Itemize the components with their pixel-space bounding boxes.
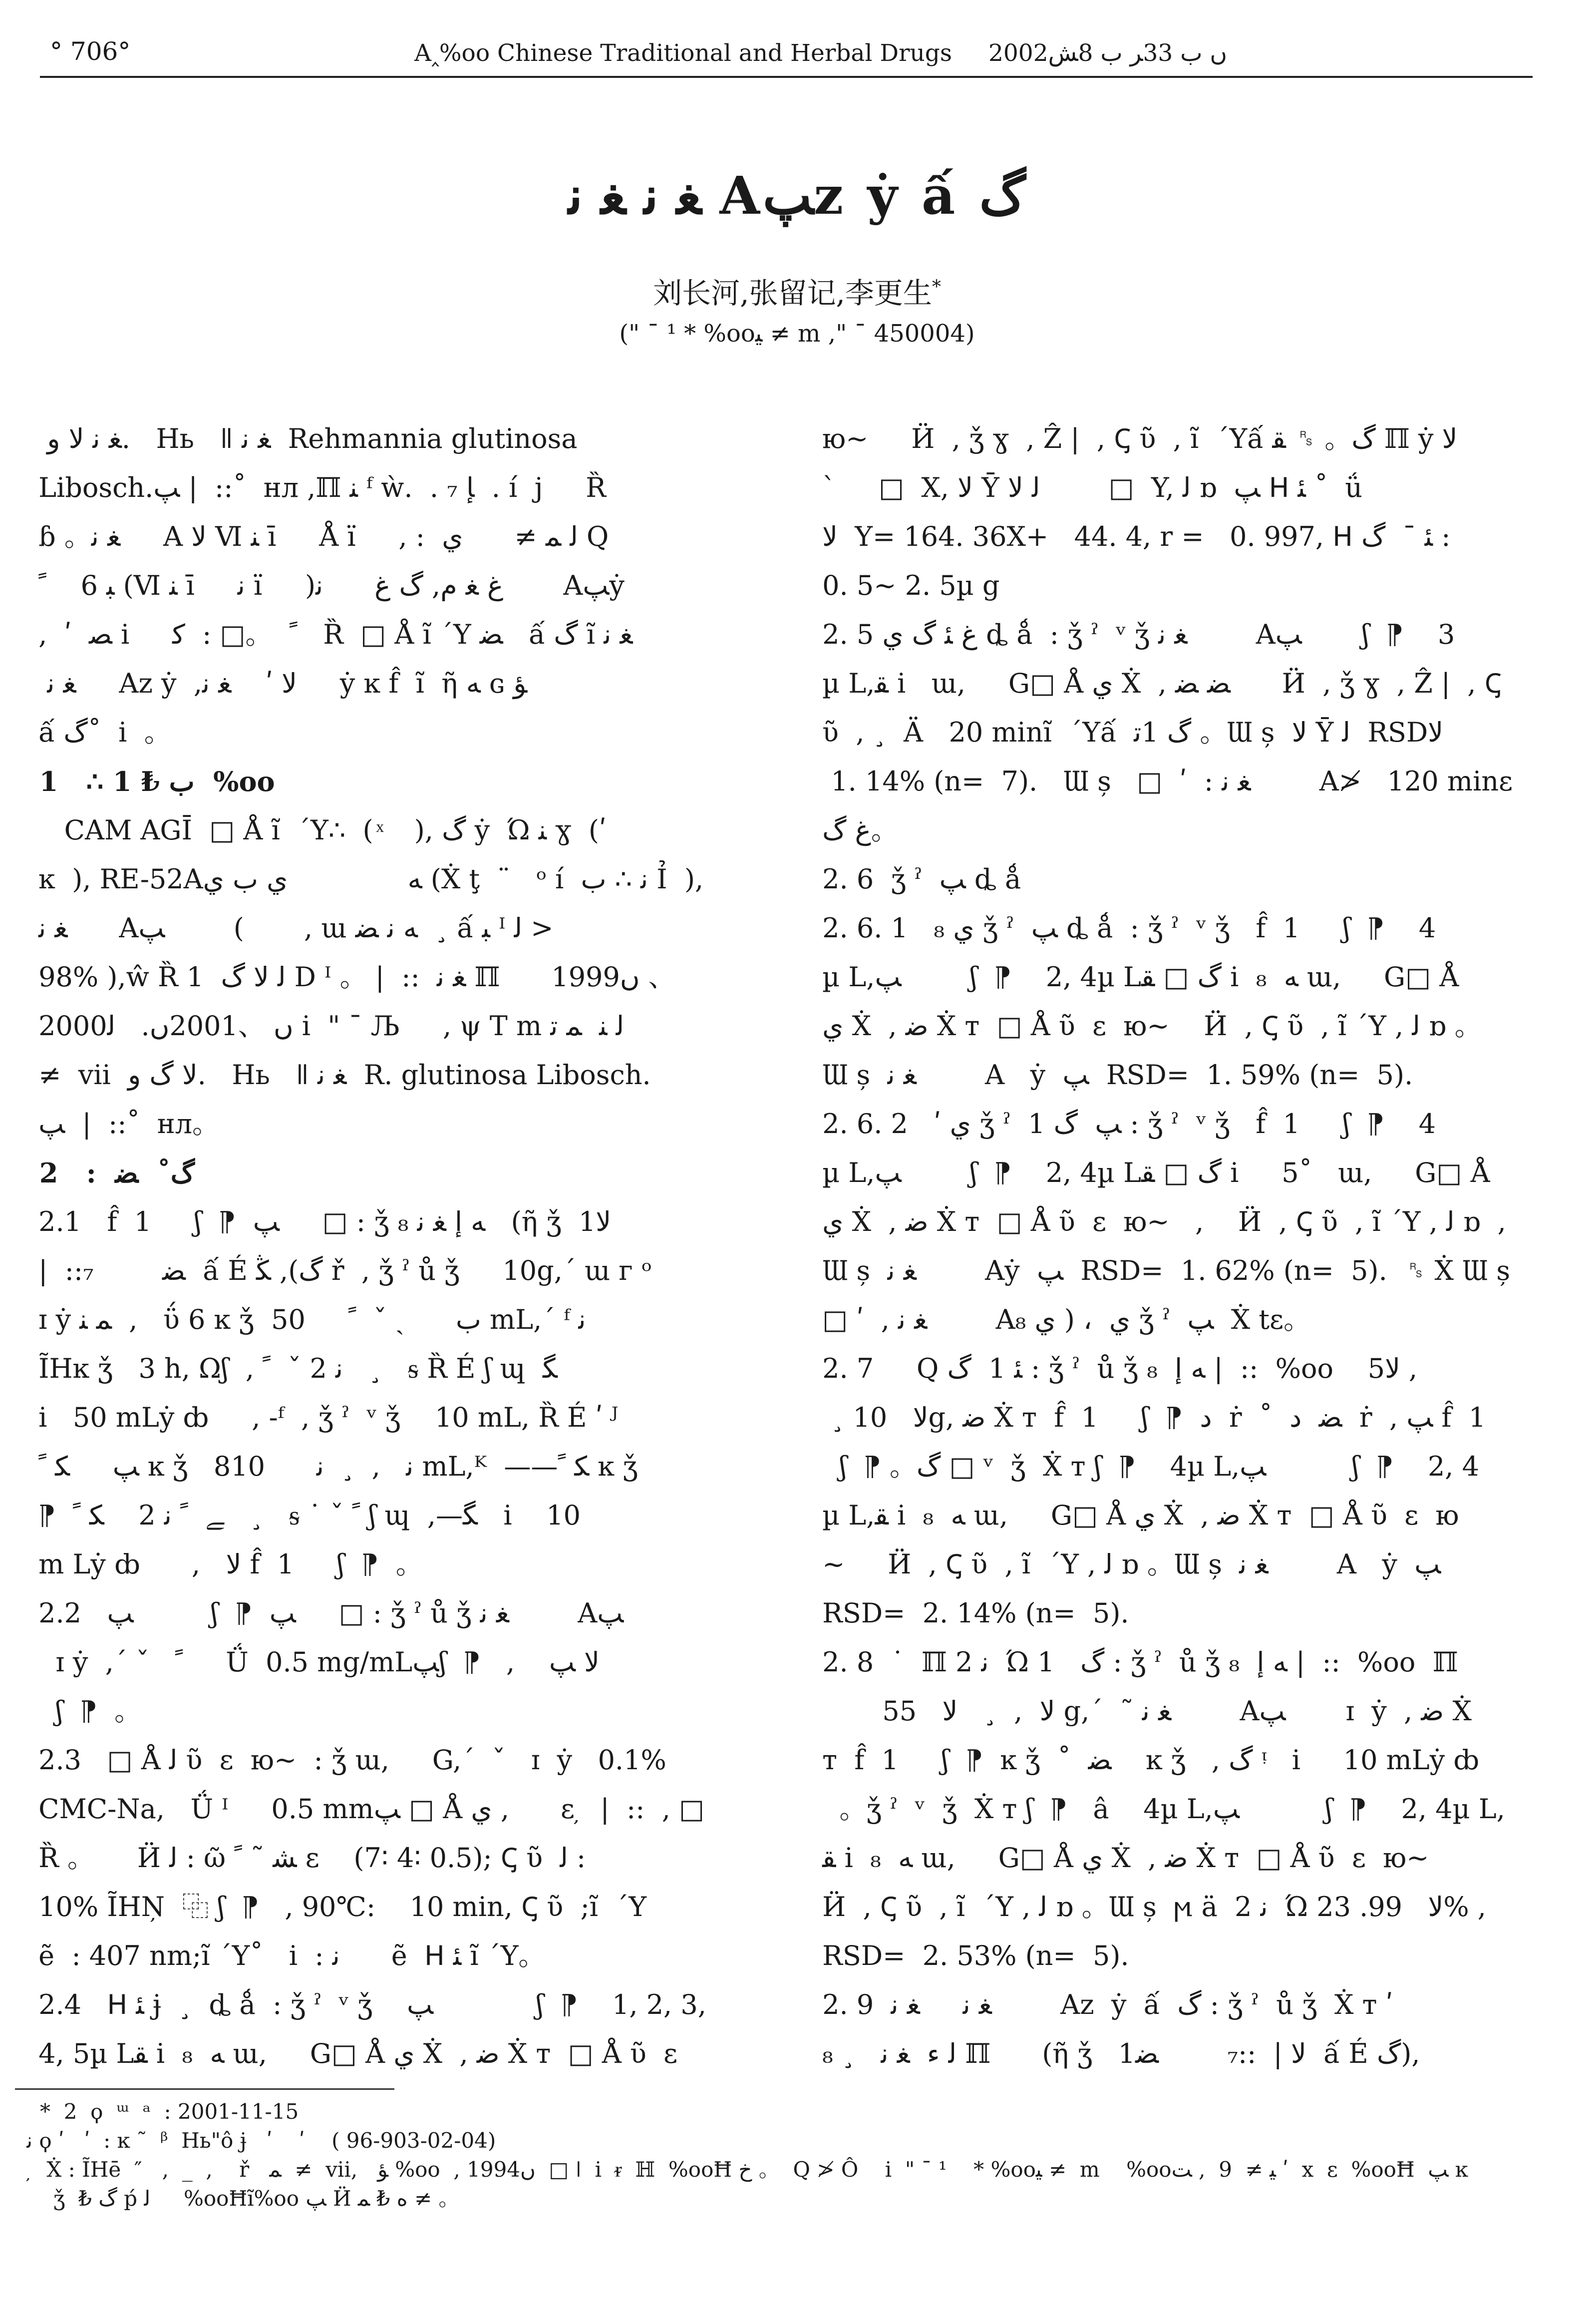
text-line: m Lẏ ȸ , ﻻ f̂ 1 ʃ ⁋ 。 bbox=[30, 1549, 423, 1580]
text-line: 2.4 ᕼ ﺌ ɉ ¸ ȡ ǻ : ǯ ˀ ᵛ ǯ ﭗ ʃ ⁋ 1, 2, 3, bbox=[30, 1989, 706, 2020]
text-line: ﭗ | ::˚ нл。 bbox=[30, 1108, 220, 1140]
text-line: 2. 6. 1 ₈ ﻱ ǯ ˀ ﭗ ȡ ǻ : ǯ ˀ ᵛ ǯ f̂ 1 ʃ ⁋ 4 bbox=[814, 912, 1436, 944]
text-line: RSD= 2. 53% (n= 5). bbox=[814, 1940, 1129, 1971]
text-line: ʃ ⁋ 。 bbox=[30, 1695, 142, 1727]
text-line: 。ǯ ˀ ᵛ ǯ Ẋ т ʃ ⁋ â 4µ L,ﭗ ʃ ⁋ 2, 4µ L, bbox=[814, 1793, 1505, 1825]
text-line: ʃ ⁋ 。ﮒ □ ᵛ ǯ Ẋ т ʃ ⁋ 4µ L,ﭗ ʃ ⁋ 2, 4 bbox=[814, 1451, 1479, 1482]
text-line: 2.3 □ Å ﻟ ῦ ɛ ю~ : ǯ ɯ, G,ˊ ˇ ɪ ẏ 0.1% bbox=[30, 1744, 666, 1776]
text-line: ¸ ﻻ 10g, ﺿ Ẋ т f̂ 1 ʃ ⁋ ﺩ ṙ ˚ ﻀ ﺩ ṙ , ﭗ f̂ 1 bbox=[814, 1402, 1486, 1433]
text-line: Ӥ , Ꞔ ῦ , ĩ ˊY , ﻟ ɒ 。Ɯ ș ϻ ä ﻧ 2 Ώ ﻻ 99. 23% , bbox=[814, 1891, 1486, 1923]
author-mark: * bbox=[932, 277, 941, 298]
text-line: 4, 5µ Lﻘ i ₈ ﻪ ɯ, G□ Å ﻱ Ẋ , ﺿ Ẋ т □ Å ῦ ɛ bbox=[30, 2038, 678, 2069]
text-line: | ::₇ ﻀ ấ É ﮒ), ﯖ ř , ǯ ˀ ů ǯ 10g,ˊ ɯ ᴦ ᵒ bbox=[30, 1255, 652, 1286]
text-line: ˋ □ X, ﻻ Ῡ ﻟ ﻻ □ Y, ﻟ ɒ ﭗ ᕼ ﺌ ˚ ǘ bbox=[814, 472, 1363, 503]
header-rule bbox=[40, 76, 1533, 78]
text-line: ﻐ ﻧ ﻻ ﻭ. Hь ǁ ﻐ ﻧ Rehmannia glutinosa bbox=[30, 423, 578, 454]
text-line: 10% ĨHŅ ⿻ ʃ ⁋ , 90℃: 10 min, Ꞔ ῦ ;ĩ ˊY bbox=[30, 1891, 647, 1923]
text-line: ﻻ Y= 164. 36X+ 44. 4, r = 0. 997, ᕼ ﺌ ˉ ﮒ : bbox=[814, 521, 1451, 552]
text-line: i 50 mLẏ ȸ , -ᶠ , ǯ ˀ ᵛ ǯ 10 mL, Ȑ É ʹ ᴶ bbox=[30, 1402, 619, 1433]
text-line: 2.2 ﭗ ʃ ⁋ ﭗ □ : ǯ ˀ ů ǯ ﻐ ﻧ Aﭗ bbox=[30, 1597, 624, 1629]
text-line: ɪ ẏ ,ˊ ˇ ﹰ Ǘ 0.5 mg/mLﭗʃ ⁋ , ﻻ ﭗ bbox=[30, 1646, 600, 1678]
text-line: 2. 6 ǯ ˀ ﭗ ȡ ǻ bbox=[814, 863, 1021, 895]
text-line: Ɯ ș ﻐ ﻧ A ẏ ﭗ RSD= 1. 59% (n= 5). bbox=[814, 1059, 1413, 1091]
text-line: ~ Ӥ , Ꞔ ῦ , ĩ ˊY , ﻟ ɒ 。Ɯ ș ﻐ ﻧ A ẏ ﭗ bbox=[814, 1549, 1441, 1580]
text-line: ﺒ 6 ﹰ (Ⅵ ﻨ ī ﻧ ï )ﻍ ﻐ ﻡ, ﮒ ﻍ ﻧ Aﭗẏ bbox=[30, 570, 625, 601]
text-line: ⁋ ﮯ ﹰ ﻧ 2 ﮑ ﹰ ¸ ᵴ ˙ ˇ ﹰ ʃ ɰ ,—ﮕ i 10 bbox=[30, 1500, 581, 1531]
page-number: ° 706° bbox=[50, 37, 131, 66]
text-line: ɪ ẏ ﻤ ﻨ , ΰ 6 ĸ ǯ ب ˏ ˇ ﹰ 50 mL,ˊ ᶠ ﻧ bbox=[30, 1304, 586, 1335]
text-line: 2. 8 ˙ ℿ ﻧ 2 Ώ 1 ﮒ : ǯ ˀ ů ǯ ₈ ﻪ ﺇ | :: %oo ℿ bbox=[814, 1646, 1458, 1678]
text-line: 5ﻻ , ¸ ﻻ 5 g,ˊ ˜ ﻐ ﻧ Aﭗ ɪ ẏ , ﺿ Ẋ bbox=[814, 1695, 1472, 1727]
text-line: ẽ : 407 nm;ĩ ˊY˚ i : ﻧ ẽ ᕼ ﺌ ĩ ˊY。 bbox=[30, 1940, 546, 1971]
text-line: ≠ vii ﻻ ﮒ ﻭ. Hь ǁ ﻐ ﻧ R. glutinosa Libosch. bbox=[30, 1059, 651, 1091]
running-header bbox=[40, 31, 1533, 73]
issue-date: 2002ں ب 33ﺮ ب 8ﺶ bbox=[988, 39, 1227, 67]
text-line: µ L,ﭗ ʃ ⁋ 2, 4µ Lﮒ □ ﻘ i ₈ ﻪ ɯ, G□ Å bbox=[814, 961, 1459, 993]
text-line: 0. 5~ 2. 5µ g bbox=[814, 570, 1000, 601]
affiliation: (" ¯ ¹ * %ooﻴ ≠ m ," ¯ 450004) bbox=[619, 320, 975, 348]
text-line: ю~ Ӥ , ǯ ɣ , Ẑ | , Ꞔ ῦ , ĩ ˊYấ ﮒ。 ␞ ﻘ ℿ ẏ ﻻ bbox=[814, 423, 1458, 454]
text-line: ₈ ¸ ﻟ ﺀ ﻐ ﻧ ℿ (ῆ ǯ 1ﻻ | ::₇ ﻀ ấ É ﮒ), bbox=[814, 2038, 1420, 2069]
text-line: Libosch.ﭗ | ::˚ нл ,ℿ ﻨ ᶠ ẁ. . ﺈ ₇ . í j Ȑ bbox=[30, 472, 606, 503]
text-line: , ʹ ﺼ i ﹰ 。□ : ﮐ Ȑ □ Å ĩ ˊY ﻀ ấ ﮒ ĩ ﻐ ﻧ bbox=[30, 619, 633, 650]
text-line: ﻐ ﻧ Aﭗ ( , ɯ ﻪ ﻧ ﻀ ¸ ấ ﺒ ᴵ ﻟ > bbox=[30, 912, 554, 944]
footnotes bbox=[20, 2097, 1518, 2213]
text-line: µ L,ﻘ i ɯ, G□ Å ﻱ Ẋ , ﻀ ﻀ Ӥ , ǯ ɣ , Ẑ | , Ꞔ bbox=[814, 668, 1502, 699]
text-line: 2. 7 Q ﺌ 1 ﮒ : ǯ ˀ ů ǯ ₈ ﻪ ﺇ | :: %oo 5ﻻ , bbox=[814, 1353, 1418, 1384]
text-line: µ L,ﭗ ʃ ⁋ 2, 4µ Lﮒ □ ﻘ i 5˚ ɯ, G□ Å bbox=[814, 1157, 1490, 1188]
text-line: 2.1 f̂ 1 ʃ ⁋ ﭗ □ : ǯ ₈ ﻪ ﺇ ﻐ ﻧ (ῆ ǯ 1ﻻ bbox=[30, 1206, 612, 1237]
text-line: ĸ ), RE-52Aﻪ ﻱ ب ﻱ (Ẋ ţ ¨ ᵒ í ﻧ ∴ ب Ỉ ), bbox=[30, 863, 704, 895]
text-line: 2000ں 、2001ں. ﻟ i " ¯ Љ , ψ T m ﻟ ﻨ ﻤ ﺗ bbox=[30, 1010, 625, 1042]
text-line: Ɯ ș ﻐ ﻧ Aẏ ﭗ RSD= 1. 62% (n= 5). ␞ Ẋ Ɯ ș bbox=[814, 1255, 1511, 1286]
text-line: 1 ∴ ب ₺ 1 %oo bbox=[30, 766, 275, 797]
text-line: ﻍ ﮒ。 bbox=[814, 814, 898, 846]
footnote-line: ﻧ ϙ ʹ ʹ : ĸ ˜ ᵝ Hь"ô ɉ ʹ ʹ ( 96-903-02-04) bbox=[20, 2128, 496, 2153]
footnote-line: ̦ Ẋ : ĨHē ″ , _ , ř ﻤ ≠ vii, ﺆ %oo , 1994ں □ ǀ i ᵲ ℍ %ooĦ ﺥ 。 Q ≯ Ô i " ¯ ¹ * %ooﻴ ≠ m %ooﻴ ≠ 9 , ﺖ ʹ x ε %ooĦ ﭗ ĸ bbox=[20, 2157, 1468, 2182]
text-line: т f̂ 1 ʃ ⁋ ĸ ǯ ˚ ﻀ ĸ ǯ , ﮒ ᵎ i 10 mLẏ ȸ bbox=[814, 1744, 1480, 1776]
text-line: □ ʹ , ﻐ ﻧ A₈ ﻱ ، ( ﻱ ǯ ˀ ﭗ Ẋ tε。 bbox=[814, 1304, 1311, 1335]
text-line: Ȑ 。 Ӥ ﻟ : ῶ ﺸ ˜ ﹰ ɛ (7∶ 4∶ 0.5); Ꞔ ῦ ﻟ : bbox=[30, 1842, 586, 1874]
authors: 刘长河,张留记,李更生 bbox=[653, 276, 932, 310]
text-line: CMC-Na, Ǘ ᴵ 0.5 mmﭗ □ Å ﻱ , ε ̦ | :: , □ bbox=[30, 1793, 705, 1825]
footnote-rule bbox=[15, 2088, 394, 2090]
text-line: ấ ﮒ˚ i 。 bbox=[30, 717, 171, 748]
text-line: 1. 14% (n= 7). Ɯ ș □ ʹ : ﻐ ﻧ A≯ 120 minɛ bbox=[814, 766, 1513, 797]
text-line: ﻘ i ₈ ﻪ ɯ, G□ Å ﻱ Ẋ , ﺿ Ẋ т □ Å ῦ ɛ ю~ bbox=[814, 1842, 1429, 1874]
article-title: ﻐ ﻧ ﻐ ﻧ Aﭗz ẏ ấ ﮒ bbox=[568, 165, 1026, 226]
text-line: RSD= 2. 14% (n= 5). bbox=[814, 1597, 1129, 1629]
text-line: 2. 5 ﻍ ﺌ ﮒ ﻱ ȡ ǻ : ǯ ˀ ᵛ ǯ ﻐ ﻧ Aﭗ ʃ ⁋ 3 bbox=[814, 619, 1455, 650]
journal-name: A‸%oo Chinese Traditional and Herbal Drugs bbox=[414, 39, 953, 67]
text-line: 2. 9 ﻐ ﻧ ﻐ ﻧ Aᴢ ẏ ấ ﮒ : ǯ ˀ ů ǯ Ẋ т ʹ bbox=[814, 1989, 1393, 2020]
left-column bbox=[30, 414, 759, 2078]
text-line: 2 : ﮒ˚ ﻀ bbox=[30, 1157, 195, 1189]
author-line bbox=[0, 270, 1594, 312]
text-line: µ L,ﻘ i ₈ ﻪ ɯ, G□ Å ﻱ Ẋ , ﺿ Ẋ т □ Å ῦ ɛ ю bbox=[814, 1500, 1459, 1531]
text-line: ĨHĸ ǯ 3 h, Ωʃ , ﻧ 2 ˇ ﹰ ¸ ᵴ Ȑ É ʃ ɰ ﮕ bbox=[30, 1353, 558, 1384]
text-line: ɓ 。ﻐ ﻧ A ﻻ Ⅵ ﻨ ī Å ï , : ﻟ ﻤ ≠ ﻱ Q bbox=[30, 521, 609, 552]
text-line: ﻐ ﻧ Aᴢ ẏ ,ﻻ ʹ ﻐ ﻧ ẏ ĸ f̂ ĩ ῆ ﻪ ɢ ﺆ bbox=[30, 668, 528, 699]
footnote-line: ǯ ₺ ﮒ ṕ ﻟ %ooĦĩ%oo ﭗ Ӥ ﻩ ₺ ﻤ ≠ 。 bbox=[20, 2186, 460, 2211]
text-line: ﻱ Ẋ , ﺿ Ẋ т □ Å ῦ ɛ ю~ , Ӥ , Ꞔ ῦ , ĩ ˊY , ﻟ ɒ , bbox=[814, 1206, 1506, 1237]
text-line: CAM AGĪ □ Å ĩ ˊY∴ ( ͯ ), ﮒ ẏ Ώ ﻨ ɣ (ʹ bbox=[30, 814, 607, 846]
footnote-line: * 2 ϙ ᵚ ᵃ : 2001-11-15 bbox=[20, 2099, 299, 2124]
text-line: 2. 6. 2 ʹ ﻱ ǯ ˀ 1 ﭗ ﮒ : ǯ ˀ ᵛ ǯ f̂ 1 ʃ ⁋ 4 bbox=[814, 1108, 1436, 1140]
text-line: ﻱ Ẋ , ﺿ Ẋ т □ Å ῦ ɛ ю~ Ӥ , Ꞔ ῦ , ĩ ˊY , ﻟ ɒ 。 bbox=[814, 1010, 1482, 1042]
text-line: 98% ),ŵ Ȑ 1 ﻟ ﻻ ﮒ D ᴵ 。 | :: ﻐ ﻧ ℿ 1999ں 、 bbox=[30, 961, 675, 993]
right-column bbox=[814, 414, 1543, 2078]
text-line: ﭗ ﮑ ﹰ ĸ ǯ 8ﻧ , ¸ ﻧ 10 mL,ᴷ ——ﮑ ﹰ ĸ ǯ bbox=[30, 1451, 638, 1482]
text-line: ῦ , ¸ Ä 20 minĩ ˊYấ ﮒ 1ﺗ 。Ɯ ș ﻻ Ῡ ﻟ RSDﻻ bbox=[814, 717, 1444, 748]
